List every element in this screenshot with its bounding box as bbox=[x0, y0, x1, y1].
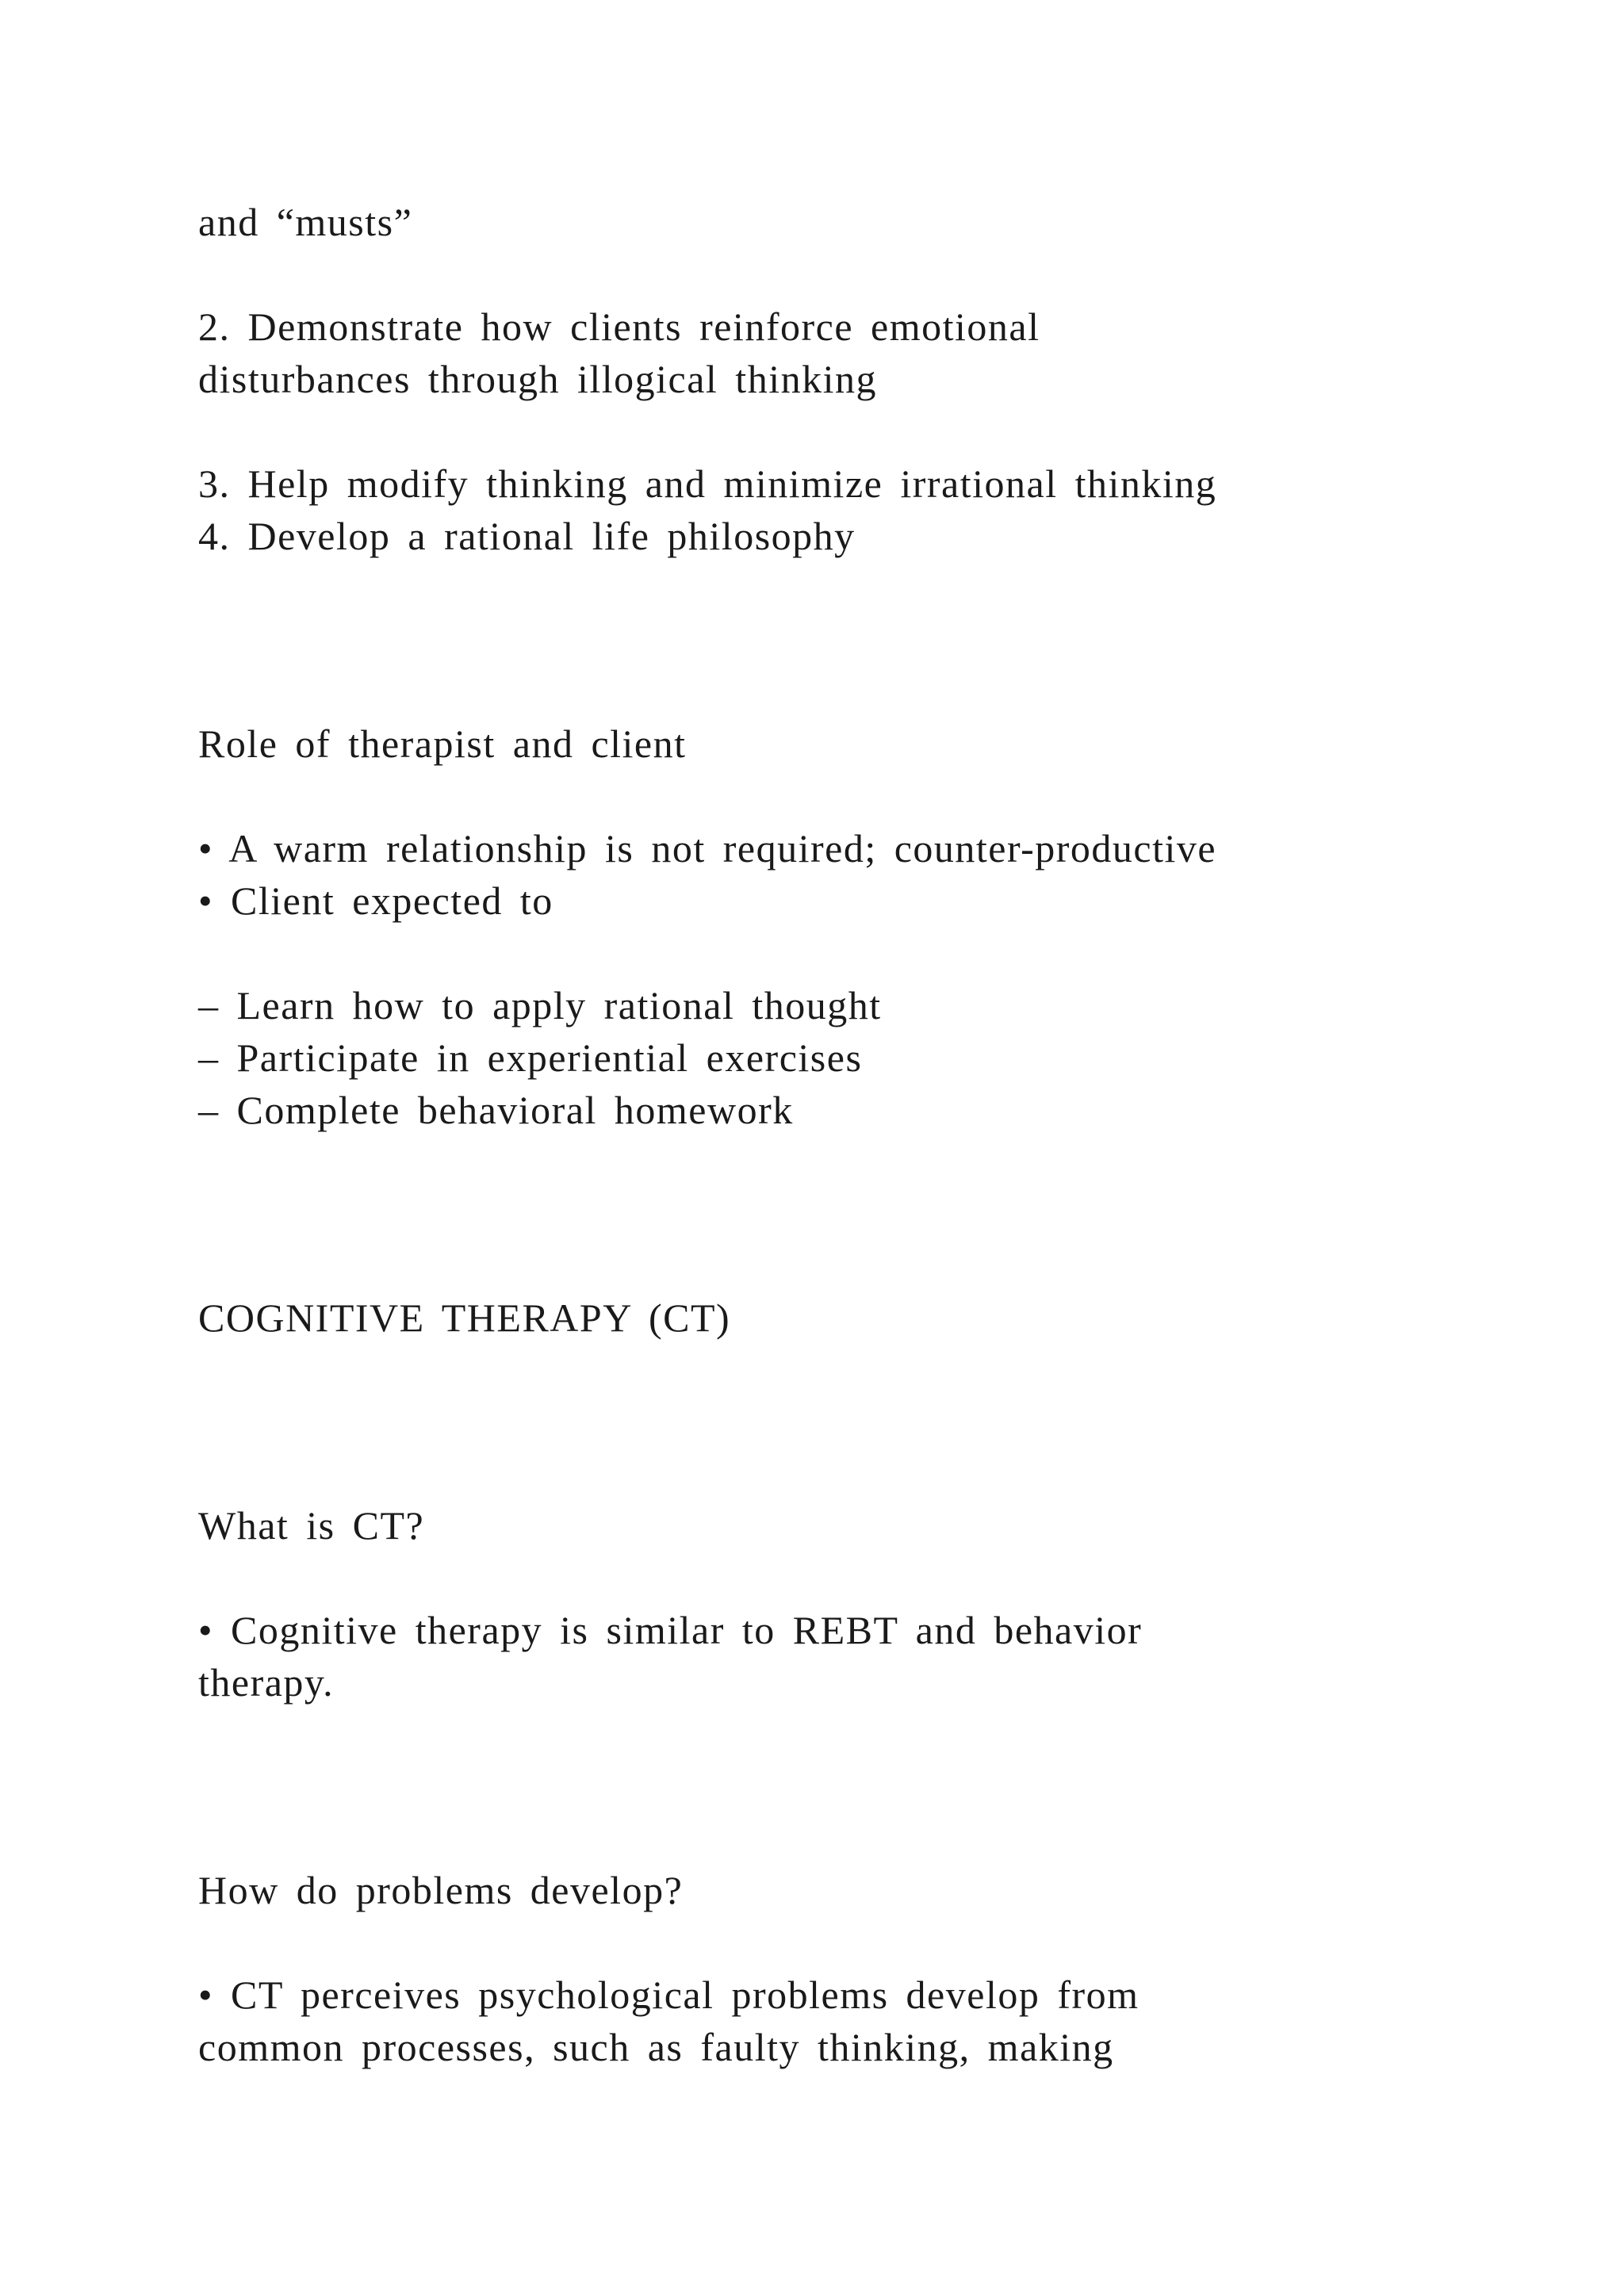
list-item: 4. Develop a rational life philosophy bbox=[198, 514, 856, 558]
list-item: 3. Help modify thinking and minimize irrational thinking bbox=[198, 461, 1217, 506]
text-line: disturbances through illogical thinking bbox=[198, 357, 877, 401]
bullet-item: • Client expected to bbox=[198, 878, 553, 923]
text-line: common processes, such as faulty thinking, making bbox=[198, 2025, 1114, 2069]
text-line: and “musts” bbox=[198, 200, 413, 244]
sub-item: – Complete behavioral homework bbox=[198, 1088, 794, 1132]
section-heading: Role of therapist and client bbox=[198, 721, 687, 766]
section-heading: How do problems develop? bbox=[198, 1868, 684, 1912]
section-heading: What is CT? bbox=[198, 1503, 425, 1548]
list-item: 2. Demonstrate how clients reinforce emotional bbox=[198, 304, 1040, 349]
text-line: therapy. bbox=[198, 1660, 335, 1705]
section-heading: COGNITIVE THERAPY (CT) bbox=[198, 1295, 731, 1340]
bullet-item: • Cognitive therapy is similar to REBT and behavior bbox=[198, 1608, 1143, 1652]
bullet-item: • CT perceives psychological problems develop from bbox=[198, 1973, 1139, 2017]
sub-item: – Participate in experiential exercises bbox=[198, 1035, 863, 1080]
bullet-item: • A warm relationship is not required; counter-productive bbox=[198, 826, 1217, 871]
sub-item: – Learn how to apply rational thought bbox=[198, 983, 882, 1027]
